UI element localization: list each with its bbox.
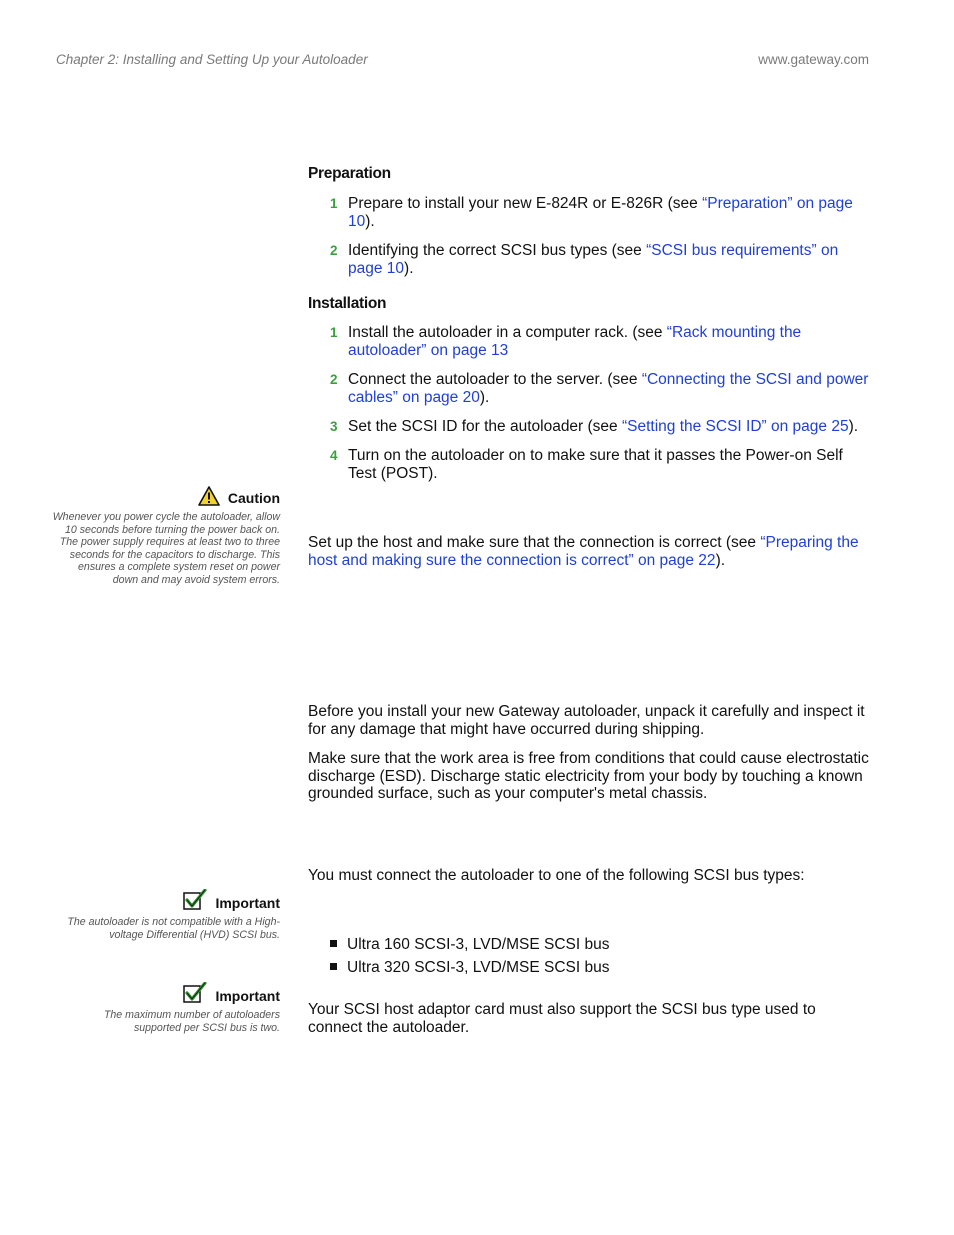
installation-step-4 [308,447,870,482]
step-text: Connect the autoloader to the server. (see [348,371,642,388]
list-item-text: Ultra 160 SCSI-3, LVD/MSE SCSI bus [347,936,610,953]
step-number: 3 [330,419,338,434]
connecting-cables-link[interactable]: “Connecting the SCSI and power cables” on page 20 [348,371,869,406]
step-text: Prepare to install your new E-824R or E-826R (see [348,195,703,212]
installation-step-1 [308,324,870,359]
step-number: 1 [330,325,338,340]
caution-text: Whenever you power cycle the autoloader, allow 10 seconds before turning the power back on. The power supply requires at least two to three seconds for the capacitors to discharge. This ensures a complete system reset on power down and may avoid system errors. [52,511,280,586]
caution-title: Caution [227,490,280,506]
scsi-intro-paragraph: You must connect the autoloader to one of the following SCSI bus types: [308,867,805,884]
bullet-square [330,963,337,970]
caution-note [50,486,280,586]
list-item [330,959,609,977]
website-header[interactable]: www.gateway.com [758,52,869,67]
step-number: 4 [330,448,338,463]
preparation-link[interactable]: “Preparation” on page 10 [348,195,853,230]
important-text: The autoloader is not compatible with a High-voltage Differential (HVD) SCSI bus. [67,916,280,941]
step-text: Set the SCSI ID for the autoloader (see [348,418,622,435]
preparation-step-2 [308,242,870,277]
important-title: Important [215,895,280,911]
installation-heading: Installation [308,295,387,312]
scsi-host-adapter-paragraph: Your SCSI host adaptor card must also support the SCSI bus type used to connect the autoloader. [308,1001,816,1036]
setup-host-paragraph [308,534,870,569]
list-item-text: Ultra 320 SCSI-3, LVD/MSE SCSI bus [347,959,610,976]
warning-triangle-icon [198,486,220,506]
preparation-heading: Preparation [308,165,391,182]
list-item [330,936,609,954]
bullet-square [330,940,337,947]
step-text-after: ). [479,388,490,406]
step-text-after: ). [365,212,375,230]
step-number: 1 [330,196,338,211]
preparing-host-link[interactable]: “Preparing the host and making sure the connection is correct” on page 22 [308,534,859,569]
important-title: Important [215,988,280,1004]
unpack-paragraph: Before you install your new Gateway autoloader, unpack it carefully and inspect it for any damage that might have occurred during shipping. [308,703,865,738]
step-text: Turn on the autoloader on to make sure that it passes the Power-on Self Test (POST). [348,447,843,482]
step-text: Identifying the correct SCSI bus types (see [348,242,647,259]
rack-mounting-link[interactable]: “Rack mounting the autoloader” on page 13 [348,324,802,359]
step-text-after: ). [848,418,859,435]
scsi-bus-requirements-link[interactable]: “SCSI bus requirements” on page 10 [348,242,839,277]
setup-host-text: Set up the host and make sure that the connection is correct (see [308,534,761,551]
important-note-1 [40,889,280,941]
step-text-after: ). [404,259,414,277]
esd-paragraph: Make sure that the work area is free from conditions that could cause electrostatic discharge (ESD). Discharge static electricity from your body by touching a known grounded surface, such as your computer's metal chassis. [308,750,869,802]
setup-host-after: ). [715,551,726,569]
installation-step-2 [308,371,870,406]
checkmark-icon [183,889,207,911]
step-number: 2 [330,372,338,387]
important-text: The maximum number of autoloaders supported per SCSI bus is two. [103,1009,280,1034]
step-number: 2 [330,243,338,258]
setting-scsi-id-link[interactable]: “Setting the SCSI ID” on page 25 [621,418,849,435]
preparation-step-1 [308,195,870,230]
step-text: Install the autoloader in a computer rack. (see [348,324,667,341]
installation-step-3 [308,418,870,436]
checkmark-icon [183,982,207,1004]
chapter-header: Chapter 2: Installing and Setting Up your Autoloader [56,52,368,67]
important-note-2 [80,982,280,1034]
